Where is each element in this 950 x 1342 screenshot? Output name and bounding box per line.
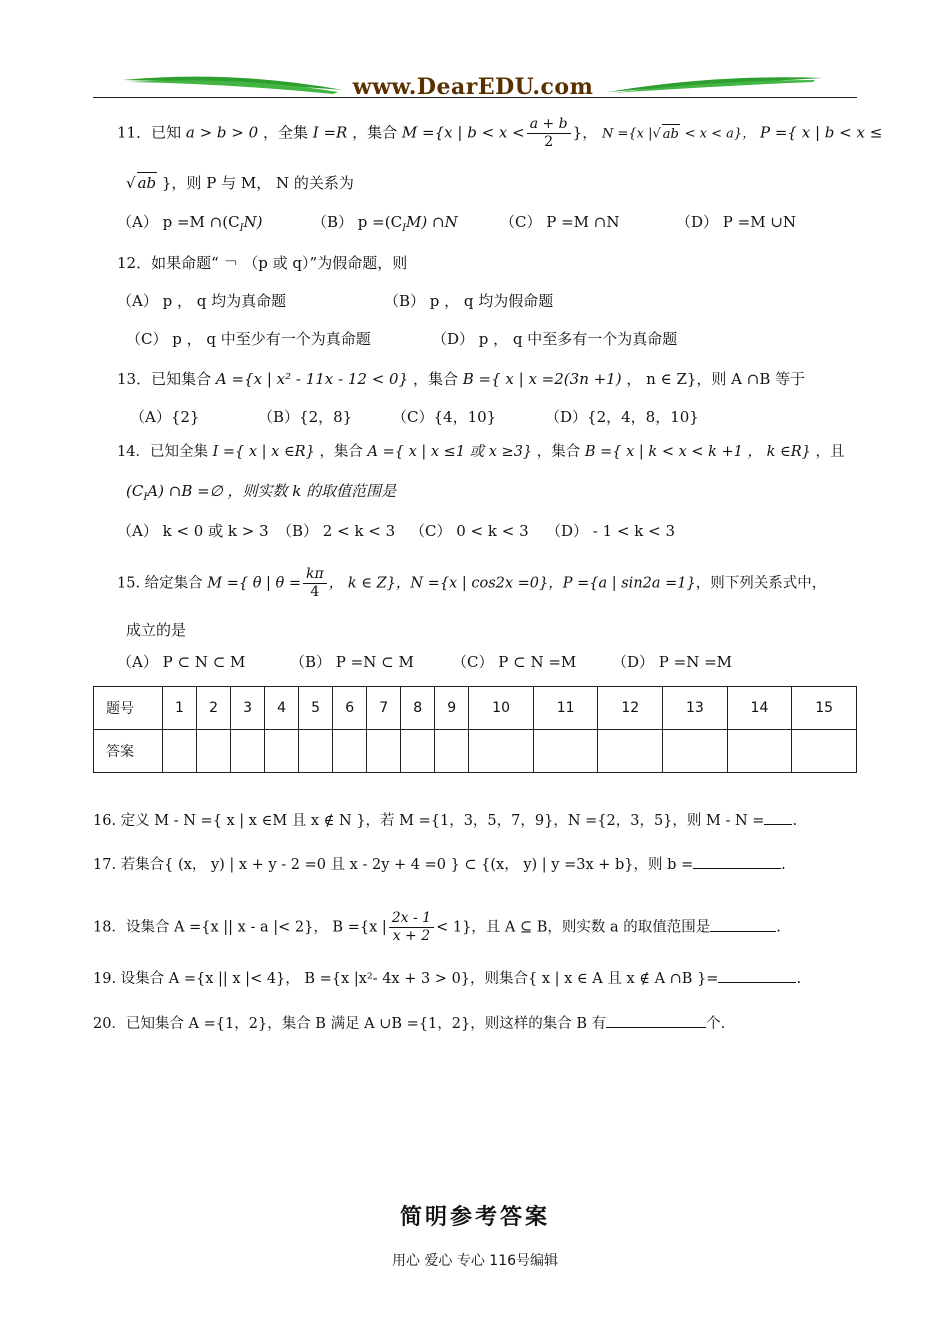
answer-table-header-row (94, 687, 857, 730)
col-number: 11 (533, 687, 598, 730)
q14-line2: $(C_IA)$ ∩B =∅ ，则实数 k 的取值范围是 (126, 482, 397, 503)
q11-frac-den: 2 (544, 134, 554, 150)
col-number: 2 (197, 687, 231, 730)
q11-condition: a > b > 0 (185, 123, 259, 142)
q18-end: . (776, 919, 781, 936)
answer-cell[interactable] (469, 730, 534, 773)
q12-option-a: （A） p ， q 均为真命题 (117, 292, 287, 310)
q19-blank[interactable] (718, 968, 796, 983)
q11-line2-text: }，则 P 与 M， N 的关系为 (161, 174, 354, 192)
col-number: 12 (598, 687, 663, 730)
q15-option-d: （D） P =N =M (612, 653, 733, 671)
q15-fraction (303, 566, 327, 601)
answer-cell[interactable] (265, 730, 299, 773)
q18-fraction (389, 910, 434, 945)
answer-cell[interactable] (598, 730, 663, 773)
col-number: 6 (333, 687, 367, 730)
q15-option-b: （B） P =N ⊂ M (290, 653, 414, 671)
q11-option-b: （B） $p =(C_IM)$ ∩N (312, 213, 458, 234)
q14-option-d: （D） - 1 < k < 3 (546, 522, 676, 540)
answer-cell[interactable] (367, 730, 401, 773)
logo-text: www.DearEDU.com (352, 74, 594, 100)
q18-text-b: < 1}，且 A ⊆ B，则实数 a 的取值范围是 (436, 919, 711, 936)
q11-line2: √ ab }，则 P 与 M， N 的关系为 (126, 174, 354, 192)
q18-frac-num: 2x - 1 (389, 910, 434, 928)
q14-stem-a: 14．已知全集 (117, 444, 208, 460)
q11-set-n-end: < x < a}， (684, 126, 756, 142)
q15-set-p: ，P ={a | sin2a =1} (548, 575, 696, 592)
answer-cell[interactable] (727, 730, 792, 773)
q15-stem-a: 15. 给定集合 (117, 575, 203, 592)
q11-line1: 11．已知 a > b > 0 ，全集 I =R ，集合 M ={x | b < x < $\frac{a + b}{2}$ }， N ={x |√ ab < x < a}， P ={ x | b < x ≤ (117, 116, 883, 150)
row-label-answer: 答案 (94, 730, 163, 773)
col-number: 13 (663, 687, 728, 730)
q11-stem-a: 11．已知 (117, 123, 182, 142)
col-number: 15 (792, 687, 857, 730)
col-number: 10 (469, 687, 534, 730)
q11-universal-set: I =R (312, 123, 348, 142)
answer-cell[interactable] (163, 730, 197, 773)
q11-fraction (527, 116, 571, 151)
q13-stem-a: 13．已知集合 (117, 370, 212, 388)
col-number: 5 (299, 687, 333, 730)
q14-option-b: （B） 2 < k < 3 (277, 522, 396, 540)
q14-set-b: B ={ x | k < x < k +1 ， k ∈R} (584, 444, 811, 460)
q12-stem: 12．如果命题“ ￢ （p 或 q）”为假命题，则 (117, 254, 408, 272)
q18-frac-den: x + 2 (392, 928, 431, 944)
q14-stem-d: ，且 (815, 444, 845, 460)
q11-line2-sqrt: ab (137, 174, 157, 192)
answer-cell[interactable] (401, 730, 435, 773)
q17-text: 17. 若集合{ (x， y) | x + y - 2 =0 且 x - 2y + 4 =0 } ⊂ {(x， y) | y =3x + b}，则 b = (93, 857, 694, 873)
answer-cell[interactable] (231, 730, 265, 773)
q19-text: 19. 设集合 A ={x || x |< 4}， B ={x |x²- 4x + 3 > 0}，则集合{ x | x ∈ A 且 x ∉ A ∩B }= (93, 971, 719, 987)
answer-table (93, 686, 857, 773)
q19-end: . (796, 971, 802, 987)
col-number: 9 (435, 687, 469, 730)
q20-end: 个. (706, 1016, 726, 1032)
q15-set-m: M ={ θ | θ = (207, 575, 302, 592)
answer-key-title: 简明参考答案 (399, 1204, 550, 1230)
col-number: 3 (231, 687, 265, 730)
col-number: 8 (401, 687, 435, 730)
q19 (93, 968, 801, 989)
col-number: 4 (265, 687, 299, 730)
q11-option-c: （C） P =M ∩N (500, 213, 620, 231)
q14-set-a: A ={ x | x ≤1 或 x ≥3} (367, 444, 533, 460)
row-label-number: 题号 (94, 687, 163, 730)
q11-set-m: M ={x | b < x < (401, 123, 525, 142)
q14-stem-c: ，集合 (536, 444, 581, 460)
q13-set-a: A ={x | x² - 11x - 12 < 0} (215, 370, 409, 388)
q15-option-a: （A） P ⊂ N ⊂ M (117, 653, 246, 671)
q13-option-d: （D）{2，4，8，10} (545, 408, 699, 426)
answer-cell[interactable] (663, 730, 728, 773)
q15-set-m-end: ， k ∈ Z} (328, 575, 396, 592)
q16-text: 16. 定义 M - N ={ x | x ∈M 且 x ∉ N }，若 M ={1，3，5，7，9}，N ={2，3，5}，则 M - N = (93, 813, 765, 829)
footer-subtitle: 用心 爱心 专心 116号编辑 (391, 1253, 559, 1269)
answer-cell[interactable] (299, 730, 333, 773)
q11-stem-b: ，全集 (262, 123, 308, 142)
q14-option-c: （C） 0 < k < 3 (410, 522, 529, 540)
q11-sqrt-ab: ab (662, 124, 680, 145)
q11-set-p: P ={ x | b < x ≤ (759, 123, 883, 142)
q16-blank[interactable] (764, 810, 792, 825)
col-number: 14 (727, 687, 792, 730)
answer-cell[interactable] (435, 730, 469, 773)
q12-option-d: （D） p ， q 中至多有一个为真命题 (432, 330, 678, 348)
q13-set-b: B ={ x | x =2(3n +1) (462, 370, 622, 388)
q18-blank[interactable] (710, 917, 776, 932)
q13-option-b: （B）{2，8} (258, 408, 353, 426)
header-rule (93, 97, 857, 98)
q15-stem-b: ，则下列关系式中， (695, 575, 827, 592)
q15-line2: 成立的是 (126, 621, 187, 639)
answer-cell[interactable] (333, 730, 367, 773)
q13-option-a: （A）{2} (130, 408, 200, 426)
q11-frac-num: a + b (527, 116, 571, 134)
q13-stem-c: ， n ∈ Z}，则 A ∩B 等于 (626, 370, 806, 388)
q16-end: . (792, 813, 798, 829)
q20-text: 20．已知集合 A ={1，2}，集合 B 满足 A ∪B ={1，2}，则这样的集合 B 有 (93, 1016, 607, 1032)
q12-option-c: （C） p ， q 中至少有一个为真命题 (126, 330, 371, 348)
q20 (93, 1013, 725, 1034)
answer-table-answer-row (94, 730, 857, 773)
q17 (93, 854, 786, 875)
q15-stem (117, 566, 826, 601)
answer-cell[interactable] (792, 730, 857, 773)
col-number: 7 (367, 687, 401, 730)
q11-set-n: N ={x | (601, 126, 653, 142)
col-number: 1 (163, 687, 197, 730)
q14-stem-b: ，集合 (319, 444, 363, 460)
q14-stem (117, 442, 845, 462)
q17-blank[interactable] (693, 854, 781, 869)
header-logo (93, 68, 857, 104)
q11-set-m-end: }， (572, 123, 598, 142)
q13-stem (117, 369, 805, 389)
q15-frac-den: 4 (310, 584, 320, 600)
q14-option-a: （A） k < 0 或 k > 3 (117, 522, 269, 540)
q18-text-a: 18．设集合 A ={x || x - a |< 2}， B ={x | (93, 919, 387, 936)
q11-option-d: （D） P =M ∪N (676, 213, 797, 231)
q16 (93, 810, 797, 831)
q15-option-c: （C） P ⊂ N =M (452, 653, 577, 671)
q15-set-n: ，N ={x | cos2x =0} (395, 575, 549, 592)
q11-option-a: （A） p =M $\cap(C_IN)$ (117, 213, 263, 234)
q17-end: . (781, 857, 786, 873)
q13-option-c: （C）{4，10} (392, 408, 497, 426)
q13-stem-b: ，集合 (412, 370, 458, 388)
q15-frac-num: kπ (303, 566, 327, 584)
answer-cell[interactable] (197, 730, 231, 773)
q14-set-i: I ={ x | x ∈R} (212, 444, 315, 460)
q20-blank[interactable] (606, 1013, 706, 1028)
answer-cell[interactable] (533, 730, 598, 773)
q11-options (117, 212, 263, 239)
q11-stem-c: ，集合 (352, 123, 398, 142)
q18 (93, 910, 781, 945)
q12-option-b: （B） p ， q 均为假命题 (384, 292, 554, 310)
